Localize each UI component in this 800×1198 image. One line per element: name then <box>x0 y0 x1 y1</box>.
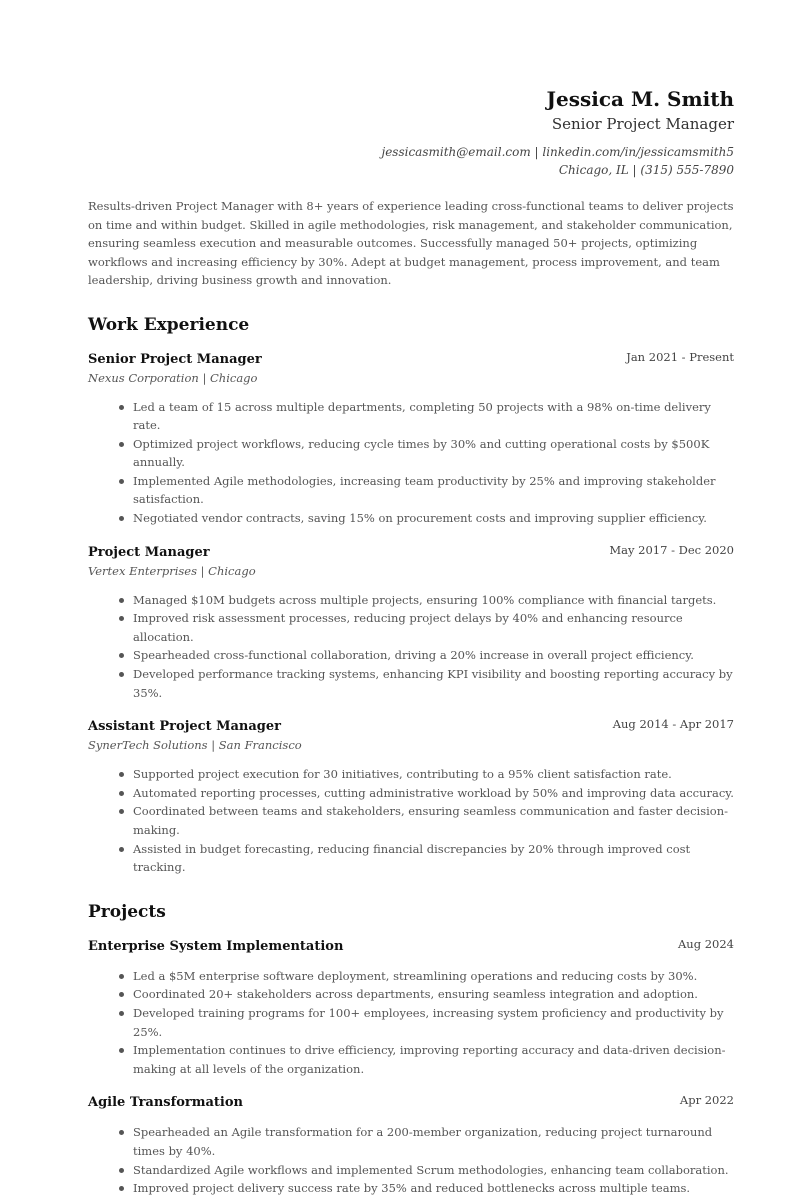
resume-header <box>88 0 734 179</box>
project-bullet: Developed training programs for 100+ employees, increasing system proficiency and productivity by 25%. <box>88 1004 734 1041</box>
project-bullet: Improved project delivery success rate by 35% and reduced bottlenecks across multiple teams. <box>88 1179 734 1198</box>
candidate-name: Jessica M. Smith <box>546 87 734 111</box>
job-title: Assistant Project Manager <box>88 719 282 735</box>
job-entry <box>88 716 734 877</box>
contact-email-linkedin: jessicasmith@email.com | linkedin.com/in/jessicamsmith5 <box>381 145 734 159</box>
job-dates: May 2017 - Dec 2020 <box>609 542 734 557</box>
job-bullet: Managed $10M budgets across multiple projects, ensuring 100% compliance with financial targets. <box>88 591 734 610</box>
job-dates: Jan 2021 - Present <box>626 349 734 364</box>
project-bullet-list <box>88 967 734 1079</box>
job-bullet: Implemented Agile methodologies, increasing team productivity by 25% and improving stakeholder satisfaction. <box>88 472 734 509</box>
job-bullet: Improved risk assessment processes, reducing project delays by 40% and enhancing resource allocation. <box>88 609 734 646</box>
project-entry <box>88 1092 734 1197</box>
project-date: Apr 2022 <box>679 1093 734 1108</box>
project-bullet: Coordinated 20+ stakeholders across departments, ensuring seamless integration and adoption. <box>88 985 734 1004</box>
job-bullet: Supported project execution for 30 initiatives, contributing to a 95% client satisfaction rate. <box>88 765 734 784</box>
job-title: Project Manager <box>88 544 210 560</box>
project-date: Aug 2024 <box>678 936 734 951</box>
section-heading-projects: Projects <box>88 901 166 922</box>
job-bullet-list <box>88 591 734 703</box>
job-entry <box>88 542 734 703</box>
job-entry <box>88 349 734 528</box>
project-bullet: Spearheaded an Agile transformation for a 200-member organization, reducing project turnaround times by 40%. <box>88 1123 734 1160</box>
job-bullet: Developed performance tracking systems, enhancing KPI visibility and boosting reporting accuracy by 35%. <box>88 665 734 702</box>
candidate-title: Senior Project Manager <box>551 115 734 133</box>
contact-location-phone: Chicago, IL | (315) 555-7890 <box>558 163 734 177</box>
project-entry <box>88 936 734 1079</box>
job-bullet: Optimized project workflows, reducing cycle times by 30% and cutting operational costs by $500K annually. <box>88 435 734 472</box>
job-bullet: Negotiated vendor contracts, saving 15% on procurement costs and improving supplier efficiency. <box>88 509 734 528</box>
project-bullet: Standardized Agile workflows and implemented Scrum methodologies, enhancing team collaboration. <box>88 1161 734 1180</box>
project-bullet: Led a $5M enterprise software deployment, streamlining operations and reducing costs by 30%. <box>88 967 734 986</box>
job-bullet: Led a team of 15 across multiple departments, completing 50 projects with a 98% on-time delivery rate. <box>88 398 734 435</box>
job-title: Senior Project Manager <box>88 351 262 367</box>
project-title: Agile Transformation <box>88 1095 243 1111</box>
job-bullet: Assisted in budget forecasting, reducing financial discrepancies by 20% through improved cost tracking. <box>88 840 734 877</box>
job-bullet-list <box>88 398 734 528</box>
project-title: Enterprise System Implementation <box>88 938 344 954</box>
job-company: Nexus Corporation | Chicago <box>88 370 258 385</box>
job-bullet: Coordinated between teams and stakeholders, ensuring seamless communication and faster decision-making. <box>88 802 734 839</box>
job-bullet: Spearheaded cross-functional collaboration, driving a 20% increase in overall project efficiency. <box>88 646 734 665</box>
project-bullet: Implementation continues to drive efficiency, improving reporting accuracy and data-driven decision-making at all levels of the organization. <box>88 1041 734 1078</box>
job-company: SynerTech Solutions | San Francisco <box>88 738 302 753</box>
section-heading-work-experience: Work Experience <box>88 314 250 335</box>
project-bullet-list <box>88 1123 734 1197</box>
professional-summary: Results-driven Project Manager with 8+ years of experience leading cross-functional teams to deliver projects on time and within budget. Skilled in agile methodologies, risk management, and stakeholder communication, ensuring seamless execution and measurable outcomes. Successfully managed 50+ projects, optimizing workflows and increasing efficiency by 30%. Adept at budget management, process improvement, and team leadership, driving business growth and innovation. <box>88 199 734 287</box>
resume-page <box>88 0 734 1198</box>
job-dates: Aug 2014 - Apr 2017 <box>612 717 734 732</box>
job-bullet: Automated reporting processes, cutting administrative workload by 50% and improving data accuracy. <box>88 784 734 803</box>
job-bullet-list <box>88 765 734 877</box>
job-company: Vertex Enterprises | Chicago <box>88 563 256 578</box>
